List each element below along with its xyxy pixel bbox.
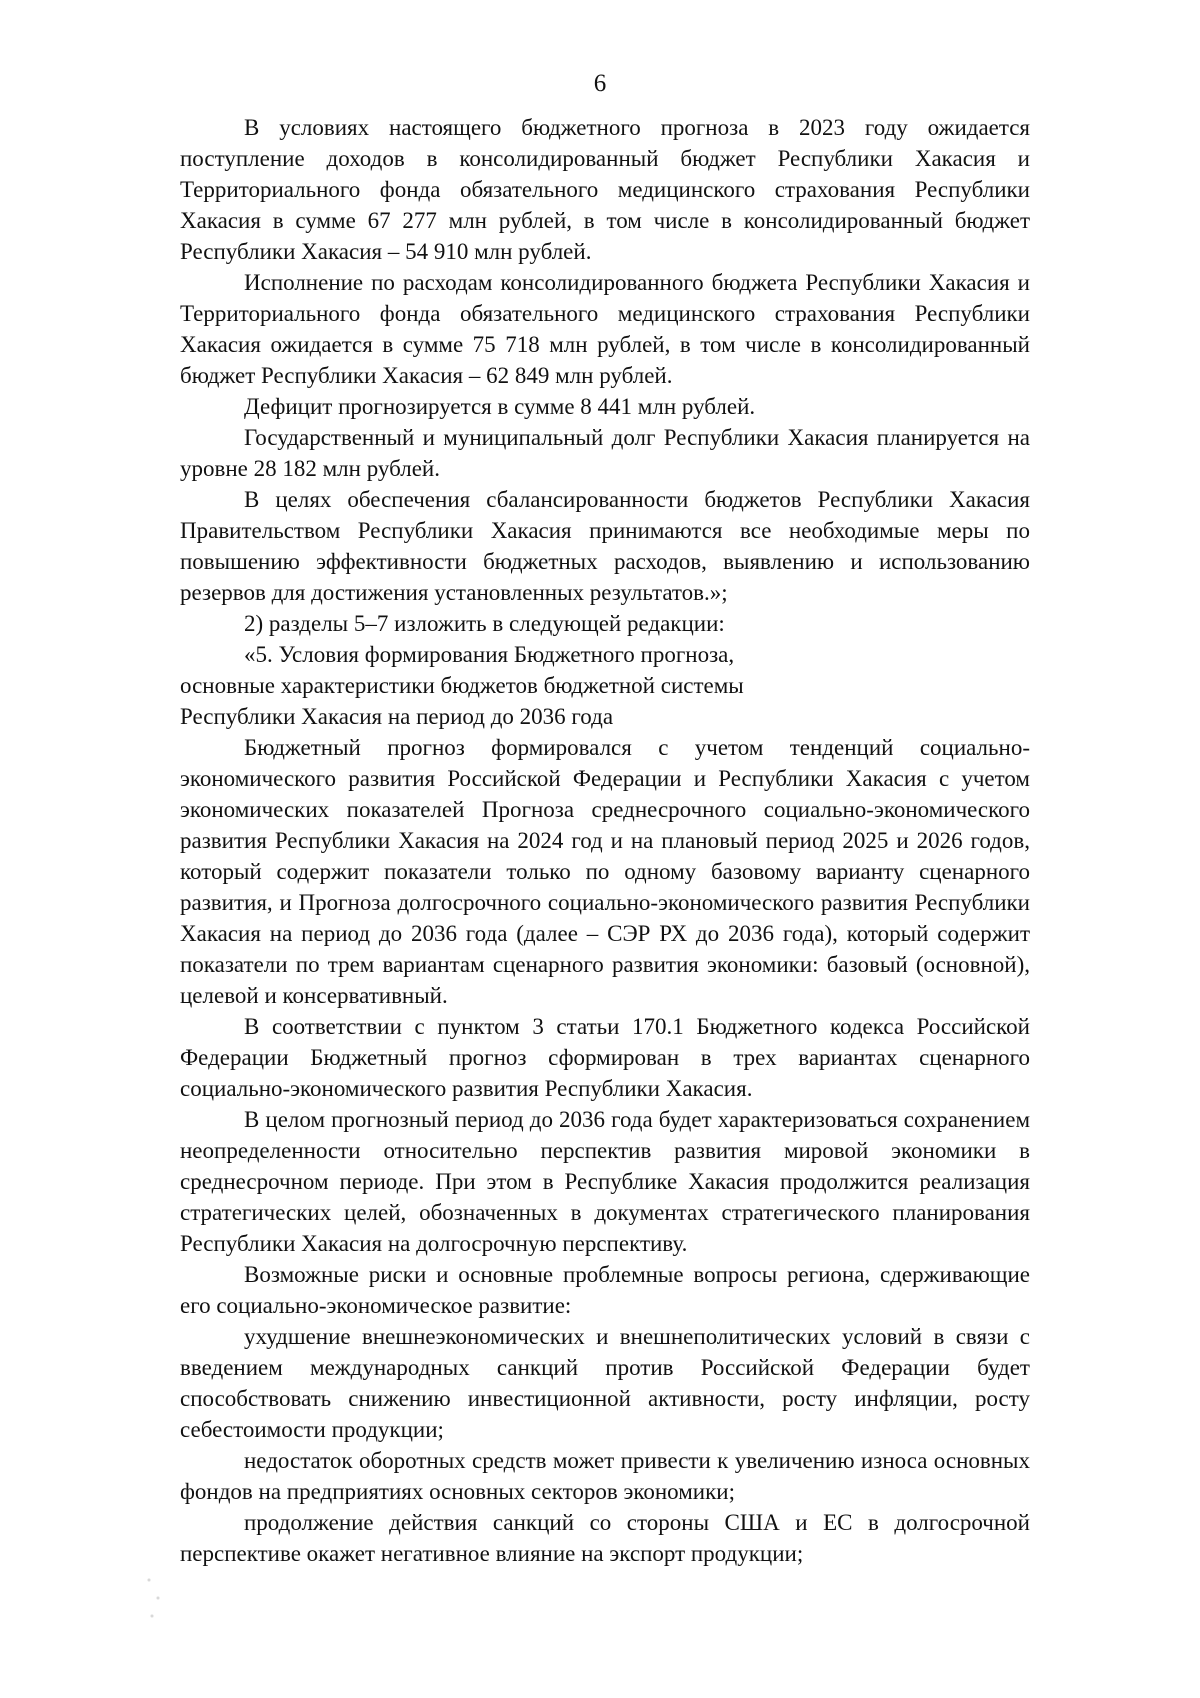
paragraph: продолжение действия санкций со стороны США и ЕС в долгосрочной перспективе окажет негативное влияние на экспорт продукции;: [180, 1510, 1030, 1566]
scan-artifact: [140, 1568, 170, 1628]
section-heading-line: «5. Условия формирования Бюджетного прогноза,: [244, 642, 735, 667]
paragraph: Исполнение по расходам консолидированного бюджета Республики Хакасия и Территориального фонда обязательного медицинского страхования Республики Хакасия ожидается в сумме 75 718 млн рублей, в том числе в консолидированный бюджет Республики Хакасия – 62 849 млн рублей.: [180, 270, 1030, 388]
paragraph: недостаток оборотных средств может привести к увеличению износа основных фондов на предприятиях основных секторов экономики;: [180, 1448, 1030, 1504]
document-body: [180, 112, 1030, 1569]
paragraph: ухудшение внешнеэкономических и внешнеполитических условий в связи с введением международных санкций против Российской Федерации будет способствовать снижению инвестиционной активности, росту инфляции, росту себестоимости продукции;: [180, 1324, 1030, 1442]
page-number: 6: [593, 70, 607, 97]
paragraph: В целом прогнозный период до 2036 года будет характеризоваться сохранением неопределенности относительно перспектив развития мировой экономики в среднесрочном периоде. При этом в Республике Хакасия продолжится реализация стратегических целей, обозначенных в документах стратегического планирования Республики Хакасия на долгосрочную перспективу.: [180, 1107, 1030, 1256]
section-heading-line: Республики Хакасия на период до 2036 года: [180, 704, 614, 729]
paragraph: Бюджетный прогноз формировался с учетом тенденций социально-экономического развития Российской Федерации и Республики Хакасия с учетом экономических показателей Прогноза среднесрочного социально-экономического развития Республики Хакасия на 2024 год и на плановый период 2025 и 2026 годов, который содержит показатели только по одному базовому варианту сценарного развития, и Прогноза долгосрочного социально-экономического развития Республики Хакасия на период до 2036 года (далее – СЭР РХ до 2036 года), который содержит показатели по трем вариантам сценарного развития экономики: базовый (основной), целевой и консервативный.: [180, 735, 1030, 1008]
paragraph: Дефицит прогнозируется в сумме 8 441 млн рублей.: [244, 394, 756, 419]
paragraph: Возможные риски и основные проблемные вопросы региона, сдерживающие его социально-экономическое развитие:: [180, 1262, 1030, 1318]
paragraph: Государственный и муниципальный долг Республики Хакасия планируется на уровне 28 182 млн рублей.: [180, 425, 1030, 481]
paragraph: В условиях настоящего бюджетного прогноза в 2023 году ожидается поступление доходов в консолидированный бюджет Республики Хакасия и Территориального фонда обязательного медицинского страхования Республики Хакасия в сумме 67 277 млн рублей, в том числе в консолидированный бюджет Республики Хакасия – 54 910 млн рублей.: [180, 115, 1030, 264]
paragraph: В целях обеспечения сбалансированности бюджетов Республики Хакасия Правительством Республики Хакасия принимаются все необходимые меры по повышению эффективности бюджетных расходов, выявлению и использованию резервов для достижения установленных результатов.»;: [180, 487, 1030, 605]
paragraph: 2) разделы 5–7 изложить в следующей редакции:: [244, 611, 725, 636]
paragraph: В соответствии с пунктом 3 статьи 170.1 Бюджетного кодекса Российской Федерации Бюджетный прогноз сформирован в трех вариантах сценарного социально-экономического развития Республики Хакасия.: [180, 1014, 1030, 1101]
section-heading-line: основные характеристики бюджетов бюджетной системы: [180, 673, 744, 698]
section-heading: [180, 639, 1030, 732]
